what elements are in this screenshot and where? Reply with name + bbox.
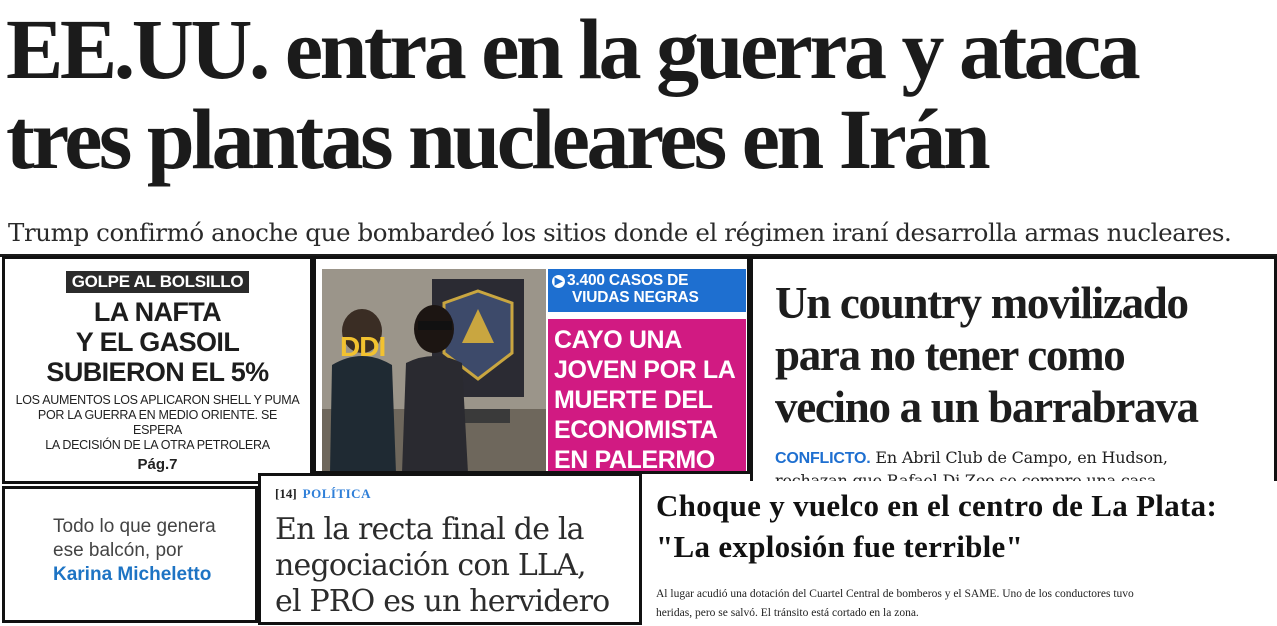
story-summary — [656, 585, 1276, 623]
story-title[interactable] — [548, 319, 746, 474]
story-kicker: GOLPE AL BOLSILLO — [66, 271, 250, 293]
summary-line: LA DECISIÓN DE LA OTRA PETROLERA — [45, 438, 270, 452]
headline-deck: Trump confirmó anoche que bombardeó los sitios donde el régimen iraní desarrolla armas nucleares. — [8, 218, 1232, 247]
page-reference[interactable]: Pág.7 — [137, 456, 178, 473]
column-teaser — [53, 515, 216, 587]
story-politics[interactable] — [258, 473, 642, 625]
ddi-badge: DDI — [340, 331, 386, 362]
story-fuel-prices[interactable] — [2, 256, 313, 484]
story-title-line: En la recta final de la — [275, 512, 584, 547]
story-title-line: para no tener como — [775, 330, 1125, 380]
kicker-line: VIUDAS NEGRAS — [572, 289, 699, 306]
story-title-line: JOVEN POR LA — [554, 356, 736, 384]
story-kicker-bar — [548, 269, 746, 312]
story-black-widows[interactable] — [313, 256, 750, 474]
story-crash[interactable] — [648, 481, 1277, 626]
headline-line-2: tres plantas nucleares en Irán — [6, 91, 988, 187]
headline-line-1: EE.UU. entra en la guerra y ataca — [6, 1, 1138, 97]
story-title-line: CAYO UNA — [554, 326, 682, 354]
police-photo-illustration — [322, 269, 546, 473]
main-headline[interactable] — [6, 1, 1272, 187]
story-balcony-column[interactable] — [2, 486, 258, 623]
story-title-line: EN PALERMO — [554, 446, 715, 474]
story-title: Choque y vuelco en el centro de La Plata: "La explosión fue terrible" — [656, 488, 1218, 564]
story-title-line: el PRO es un hervidero — [275, 584, 610, 619]
section-label[interactable]: POLÍTICA — [302, 486, 371, 501]
story-title-line: MUERTE DEL — [554, 386, 713, 414]
summary-line: heridas, pero se salvó. El tránsito está cortado en la zona. — [656, 607, 919, 619]
story-title-line: vecino a un barrabrava — [775, 382, 1198, 432]
kicker-line: 3.400 CASOS DE — [567, 272, 689, 289]
story-title — [5, 297, 310, 387]
story-title-line: SUBIERON EL 5% — [46, 357, 269, 387]
section-tag — [275, 486, 371, 502]
teaser-line: ese balcón, por — [53, 540, 183, 561]
story-title-line: Y EL GASOIL — [75, 327, 240, 357]
story-title-line: negociación con LLA, — [275, 548, 586, 583]
story-photo[interactable] — [322, 269, 546, 473]
story-title — [775, 277, 1274, 433]
story-title-line: ECONOMISTA — [554, 416, 718, 444]
author-name[interactable]: Karina Micheletto — [53, 564, 212, 585]
teaser-line: Todo lo que genera — [53, 516, 216, 537]
story-kicker: CONFLICTO. — [775, 450, 871, 467]
story-text-panel — [548, 269, 746, 473]
page-number: [14] — [275, 486, 297, 501]
summary-line: En Abril Club de Campo, en Hudson, — [870, 448, 1168, 467]
summary-line: Al lugar acudió una dotación del Cuartel Central de bomberos y el SAME. Uno de los conductores tuvo — [656, 588, 1134, 600]
story-country-club[interactable] — [750, 256, 1277, 484]
story-summary — [15, 393, 300, 453]
summary-line: LOS AUMENTOS LOS APLICARON SHELL Y PUMA — [15, 393, 300, 407]
story-title-line: Un country movilizado — [775, 278, 1188, 328]
play-icon: ▶ — [552, 275, 565, 288]
summary-line: POR LA GUERRA EN MEDIO ORIENTE. SE ESPERA — [37, 408, 278, 437]
story-title — [275, 512, 643, 620]
story-title-line: LA NAFTA — [93, 297, 222, 327]
